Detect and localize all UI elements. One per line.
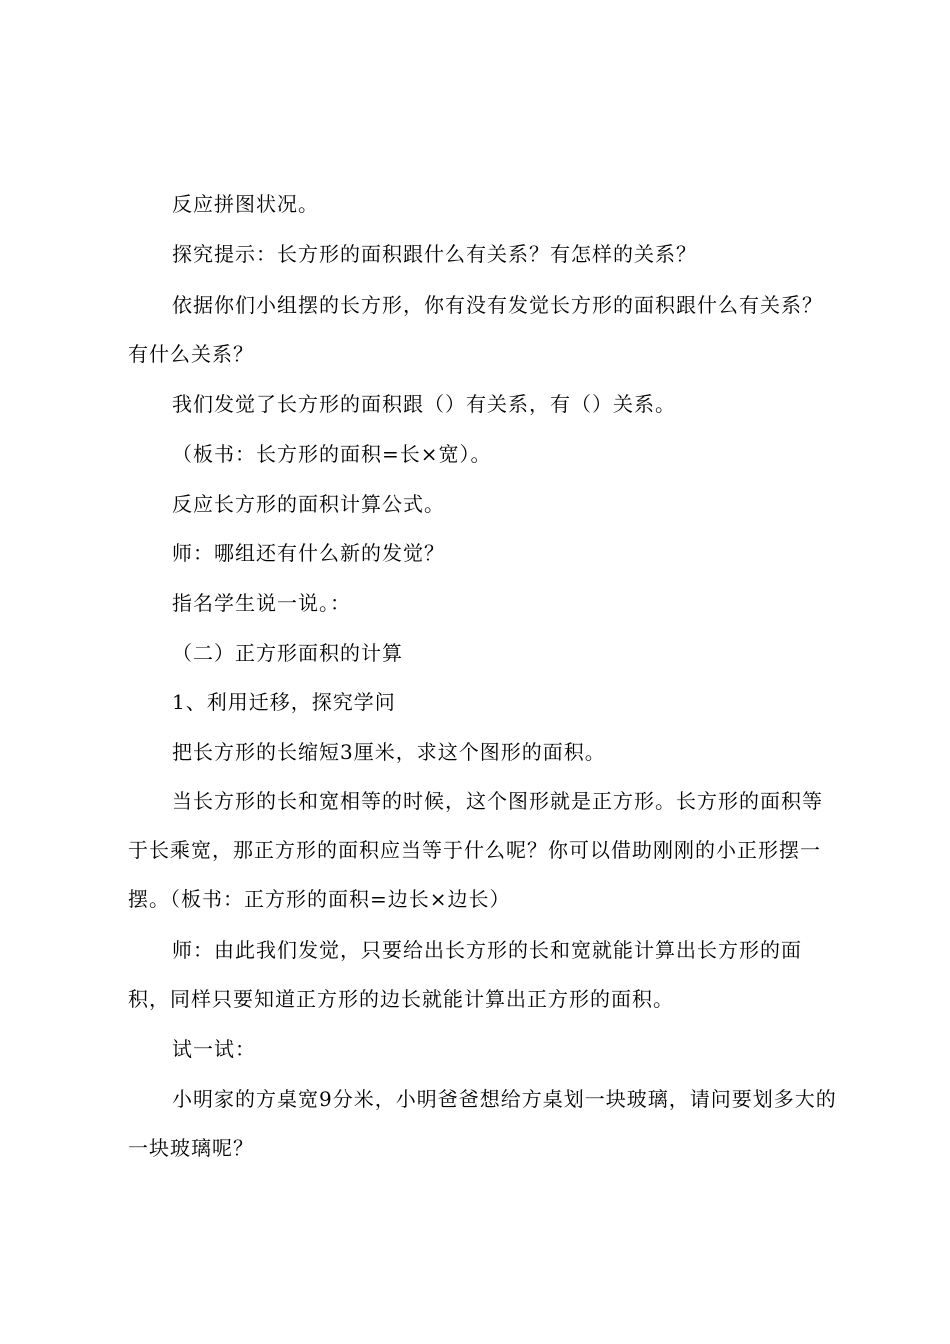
paragraph-3: 依据你们小组摆的长方形，你有没有发觉长方形的面积跟什么有关系？有什么关系？: [128, 293, 823, 366]
subsection-heading: 1、利用迁移，探究学问: [172, 690, 396, 714]
paragraph-6: 反应长方形的面积计算公式。: [172, 492, 445, 516]
paragraph-7: 师：哪组还有什么新的发觉？: [172, 541, 445, 565]
paragraph-5: （板书：长方形的面积=长×宽）。: [172, 442, 492, 466]
paragraph-8: 指名学生说一说。：: [172, 591, 351, 615]
paragraph-12: 当长方形的长和宽相等的时候，这个图形就是正方形。长方形的面积等于长乘宽，那正方形的面积应当等于什么呢？你可以借助刚刚的小正形摆一摆。（板书：正方形的面积=边长×边长）: [128, 789, 823, 911]
paragraph-2: 探究提示：长方形的面积跟什么有关系？有怎样的关系？: [172, 242, 697, 266]
paragraph-14: 试一试：: [172, 1037, 256, 1061]
paragraph-15: 小明家的方桌宽9分米，小明爸爸想给方桌划一块玻璃，请问要划多大的一块玻璃呢？: [128, 1087, 837, 1160]
section-heading: （二）正方形面积的计算: [172, 641, 403, 665]
paragraph-13: 师：由此我们发觉，只要给出长方形的长和宽就能计算出长方形的面积，同样只要知道正方形的边长就能计算出正方形的面积。: [128, 938, 802, 1011]
paragraph-11: 把长方形的长缩短3厘米，求这个图形的面积。: [172, 740, 606, 764]
paragraph-1: 反应拼图状况。: [172, 192, 319, 216]
paragraph-4: 我们发觉了长方形的面积跟（）有关系，有（）关系。: [172, 392, 676, 416]
